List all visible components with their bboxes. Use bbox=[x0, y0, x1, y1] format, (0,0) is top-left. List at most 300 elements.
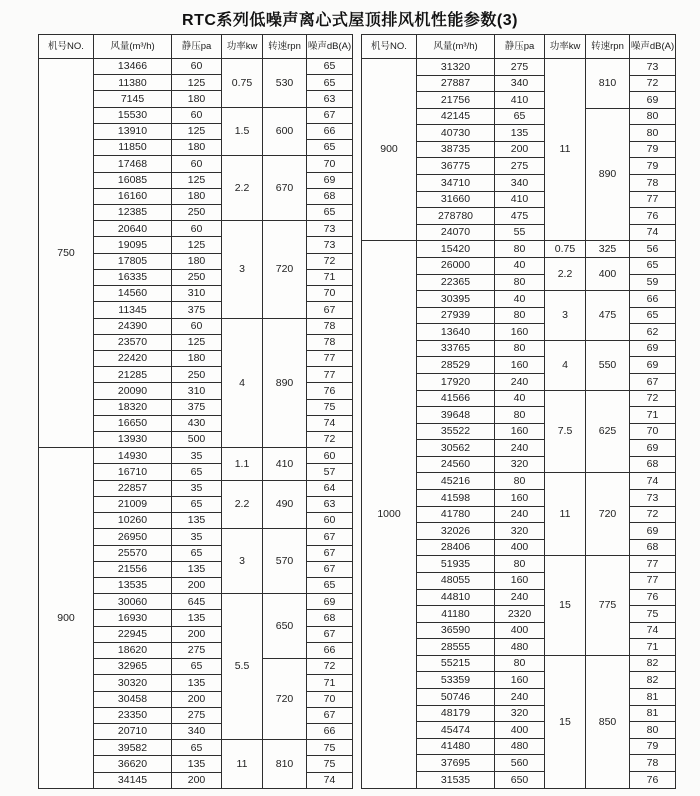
noise-cell: 77 bbox=[307, 367, 353, 383]
noise-cell: 72 bbox=[307, 253, 353, 269]
flow-cell: 32965 bbox=[94, 659, 172, 675]
power-cell: 1.5 bbox=[222, 107, 263, 156]
table-row bbox=[362, 59, 676, 76]
column-header-2: 静压pa bbox=[495, 35, 545, 59]
machine-no-cell: 900 bbox=[362, 59, 417, 241]
flow-cell: 23350 bbox=[94, 707, 172, 723]
noise-cell: 75 bbox=[307, 399, 353, 415]
pressure-cell: 125 bbox=[172, 237, 222, 253]
flow-cell: 39582 bbox=[94, 740, 172, 756]
flow-cell: 21556 bbox=[94, 561, 172, 577]
flow-cell: 16650 bbox=[94, 415, 172, 431]
pressure-cell: 160 bbox=[495, 572, 545, 589]
noise-cell: 75 bbox=[307, 756, 353, 772]
noise-cell: 77 bbox=[630, 556, 676, 573]
noise-cell: 82 bbox=[630, 655, 676, 672]
noise-cell: 72 bbox=[630, 75, 676, 92]
flow-cell: 30395 bbox=[417, 291, 495, 308]
power-cell: 1.1 bbox=[222, 448, 263, 480]
pressure-cell: 135 bbox=[172, 513, 222, 529]
flow-cell: 30060 bbox=[94, 594, 172, 610]
pressure-cell: 480 bbox=[495, 738, 545, 755]
power-cell: 3 bbox=[545, 291, 586, 341]
noise-cell: 82 bbox=[630, 672, 676, 689]
flow-cell: 22945 bbox=[94, 626, 172, 642]
pressure-cell: 475 bbox=[495, 208, 545, 225]
noise-cell: 74 bbox=[630, 622, 676, 639]
pressure-cell: 180 bbox=[172, 350, 222, 366]
noise-cell: 69 bbox=[307, 594, 353, 610]
speed-cell: 475 bbox=[586, 291, 630, 341]
flow-cell: 27887 bbox=[417, 75, 495, 92]
flow-cell: 32026 bbox=[417, 523, 495, 540]
pressure-cell: 135 bbox=[172, 675, 222, 691]
noise-cell: 67 bbox=[307, 561, 353, 577]
pressure-cell: 410 bbox=[495, 191, 545, 208]
power-cell: 0.75 bbox=[222, 59, 263, 108]
flow-cell: 25570 bbox=[94, 545, 172, 561]
power-cell: 2.2 bbox=[545, 257, 586, 290]
pressure-cell: 310 bbox=[172, 383, 222, 399]
flow-cell: 22857 bbox=[94, 480, 172, 496]
pressure-cell: 60 bbox=[172, 221, 222, 237]
pressure-cell: 400 bbox=[495, 622, 545, 639]
flow-cell: 26950 bbox=[94, 529, 172, 545]
power-cell: 2.2 bbox=[222, 480, 263, 529]
noise-cell: 73 bbox=[307, 237, 353, 253]
noise-cell: 69 bbox=[630, 92, 676, 109]
pressure-cell: 160 bbox=[495, 423, 545, 440]
machine-no-cell: 900 bbox=[39, 448, 94, 789]
flow-cell: 16335 bbox=[94, 269, 172, 285]
pressure-cell: 240 bbox=[495, 440, 545, 457]
noise-cell: 77 bbox=[630, 572, 676, 589]
flow-cell: 36590 bbox=[417, 622, 495, 639]
pressure-cell: 240 bbox=[495, 589, 545, 606]
pressure-cell: 560 bbox=[495, 755, 545, 772]
noise-cell: 67 bbox=[307, 707, 353, 723]
flow-cell: 17468 bbox=[94, 156, 172, 172]
pressure-cell: 250 bbox=[172, 367, 222, 383]
noise-cell: 68 bbox=[307, 188, 353, 204]
flow-cell: 22420 bbox=[94, 350, 172, 366]
pressure-cell: 645 bbox=[172, 594, 222, 610]
noise-cell: 69 bbox=[630, 523, 676, 540]
flow-cell: 48055 bbox=[417, 572, 495, 589]
speed-cell: 720 bbox=[586, 473, 630, 556]
pressure-cell: 125 bbox=[172, 75, 222, 91]
power-cell: 15 bbox=[545, 556, 586, 655]
noise-cell: 78 bbox=[630, 755, 676, 772]
noise-cell: 73 bbox=[630, 490, 676, 507]
flow-cell: 45216 bbox=[417, 473, 495, 490]
flow-cell: 20640 bbox=[94, 221, 172, 237]
flow-cell: 20710 bbox=[94, 723, 172, 739]
pressure-cell: 135 bbox=[172, 610, 222, 626]
flow-cell: 31660 bbox=[417, 191, 495, 208]
power-cell: 15 bbox=[545, 655, 586, 788]
flow-cell: 28555 bbox=[417, 639, 495, 656]
noise-cell: 64 bbox=[307, 480, 353, 496]
pressure-cell: 40 bbox=[495, 257, 545, 274]
noise-cell: 66 bbox=[307, 642, 353, 658]
noise-cell: 65 bbox=[630, 307, 676, 324]
flow-cell: 14560 bbox=[94, 286, 172, 302]
flow-cell: 21756 bbox=[417, 92, 495, 109]
pressure-cell: 60 bbox=[172, 156, 222, 172]
speed-cell: 650 bbox=[263, 594, 307, 659]
pressure-cell: 240 bbox=[495, 373, 545, 390]
pressure-cell: 400 bbox=[495, 722, 545, 739]
pressure-cell: 200 bbox=[172, 772, 222, 788]
pressure-cell: 200 bbox=[172, 626, 222, 642]
flow-cell: 22365 bbox=[417, 274, 495, 291]
flow-cell: 14930 bbox=[94, 448, 172, 464]
tables-container bbox=[38, 34, 676, 789]
flow-cell: 18320 bbox=[94, 399, 172, 415]
flow-cell: 41480 bbox=[417, 738, 495, 755]
flow-cell: 33765 bbox=[417, 340, 495, 357]
flow-cell: 41566 bbox=[417, 390, 495, 407]
speed-cell: 890 bbox=[586, 108, 630, 241]
flow-cell: 27939 bbox=[417, 307, 495, 324]
pressure-cell: 240 bbox=[495, 688, 545, 705]
pressure-cell: 35 bbox=[172, 448, 222, 464]
noise-cell: 78 bbox=[307, 318, 353, 334]
flow-cell: 13640 bbox=[417, 324, 495, 341]
pressure-cell: 65 bbox=[172, 740, 222, 756]
noise-cell: 80 bbox=[630, 108, 676, 125]
flow-cell: 18620 bbox=[94, 642, 172, 658]
pressure-cell: 65 bbox=[495, 108, 545, 125]
noise-cell: 73 bbox=[630, 59, 676, 76]
pressure-cell: 250 bbox=[172, 204, 222, 220]
speed-cell: 810 bbox=[263, 740, 307, 789]
pressure-cell: 275 bbox=[172, 707, 222, 723]
flow-cell: 278780 bbox=[417, 208, 495, 225]
noise-cell: 76 bbox=[630, 208, 676, 225]
pressure-cell: 200 bbox=[495, 141, 545, 158]
noise-cell: 71 bbox=[630, 407, 676, 424]
power-cell: 11 bbox=[545, 59, 586, 241]
flow-cell: 48179 bbox=[417, 705, 495, 722]
noise-cell: 66 bbox=[307, 123, 353, 139]
pressure-cell: 410 bbox=[495, 92, 545, 109]
pressure-cell: 340 bbox=[495, 175, 545, 192]
noise-cell: 76 bbox=[630, 771, 676, 788]
noise-cell: 71 bbox=[307, 269, 353, 285]
flow-cell: 21285 bbox=[94, 367, 172, 383]
speed-cell: 400 bbox=[586, 257, 630, 290]
noise-cell: 72 bbox=[630, 506, 676, 523]
column-header-1: 风量(m³/h) bbox=[94, 35, 172, 59]
column-header-0: 机号NO. bbox=[39, 35, 94, 59]
flow-cell: 34710 bbox=[417, 175, 495, 192]
noise-cell: 75 bbox=[307, 740, 353, 756]
pressure-cell: 80 bbox=[495, 407, 545, 424]
noise-cell: 56 bbox=[630, 241, 676, 258]
noise-cell: 80 bbox=[630, 125, 676, 142]
pressure-cell: 40 bbox=[495, 390, 545, 407]
noise-cell: 65 bbox=[307, 75, 353, 91]
pressure-cell: 160 bbox=[495, 357, 545, 374]
flow-cell: 21009 bbox=[94, 496, 172, 512]
flow-cell: 37695 bbox=[417, 755, 495, 772]
flow-cell: 28406 bbox=[417, 539, 495, 556]
noise-cell: 59 bbox=[630, 274, 676, 291]
flow-cell: 13930 bbox=[94, 432, 172, 448]
noise-cell: 69 bbox=[630, 440, 676, 457]
pressure-cell: 80 bbox=[495, 655, 545, 672]
table-row bbox=[39, 59, 353, 75]
speed-cell: 720 bbox=[263, 659, 307, 740]
noise-cell: 67 bbox=[630, 373, 676, 390]
flow-cell: 24560 bbox=[417, 456, 495, 473]
table-row bbox=[362, 241, 676, 258]
speed-cell: 850 bbox=[586, 655, 630, 788]
flow-cell: 38735 bbox=[417, 141, 495, 158]
power-cell: 3 bbox=[222, 529, 263, 594]
pressure-cell: 320 bbox=[495, 523, 545, 540]
pressure-cell: 480 bbox=[495, 639, 545, 656]
pressure-cell: 375 bbox=[172, 302, 222, 318]
pressure-cell: 180 bbox=[172, 188, 222, 204]
noise-cell: 76 bbox=[630, 589, 676, 606]
pressure-cell: 80 bbox=[495, 556, 545, 573]
flow-cell: 45474 bbox=[417, 722, 495, 739]
pressure-cell: 650 bbox=[495, 771, 545, 788]
pressure-cell: 80 bbox=[495, 340, 545, 357]
noise-cell: 62 bbox=[630, 324, 676, 341]
pressure-cell: 65 bbox=[172, 496, 222, 512]
column-header-5: 噪声dB(A) bbox=[307, 35, 353, 59]
flow-cell: 26000 bbox=[417, 257, 495, 274]
noise-cell: 65 bbox=[307, 204, 353, 220]
machine-no-cell: 1000 bbox=[362, 241, 417, 788]
pressure-cell: 35 bbox=[172, 529, 222, 545]
noise-cell: 72 bbox=[307, 432, 353, 448]
flow-cell: 15420 bbox=[417, 241, 495, 258]
pressure-cell: 125 bbox=[172, 334, 222, 350]
noise-cell: 78 bbox=[307, 334, 353, 350]
speed-cell: 720 bbox=[263, 221, 307, 318]
pressure-cell: 310 bbox=[172, 286, 222, 302]
table-row bbox=[39, 448, 353, 464]
noise-cell: 74 bbox=[630, 224, 676, 241]
speed-cell: 775 bbox=[586, 556, 630, 655]
noise-cell: 79 bbox=[630, 158, 676, 175]
noise-cell: 65 bbox=[307, 59, 353, 75]
noise-cell: 68 bbox=[630, 456, 676, 473]
noise-cell: 69 bbox=[630, 357, 676, 374]
flow-cell: 41598 bbox=[417, 490, 495, 507]
flow-cell: 55215 bbox=[417, 655, 495, 672]
speed-cell: 810 bbox=[586, 59, 630, 109]
pressure-cell: 500 bbox=[172, 432, 222, 448]
pressure-cell: 125 bbox=[172, 123, 222, 139]
speed-cell: 530 bbox=[263, 59, 307, 108]
pressure-cell: 200 bbox=[172, 578, 222, 594]
speed-cell: 570 bbox=[263, 529, 307, 594]
flow-cell: 13466 bbox=[94, 59, 172, 75]
flow-cell: 40730 bbox=[417, 125, 495, 142]
pressure-cell: 135 bbox=[172, 561, 222, 577]
pressure-cell: 160 bbox=[495, 490, 545, 507]
pressure-cell: 80 bbox=[495, 307, 545, 324]
noise-cell: 74 bbox=[630, 473, 676, 490]
column-header-4: 转速rpn bbox=[263, 35, 307, 59]
noise-cell: 72 bbox=[307, 659, 353, 675]
flow-cell: 31535 bbox=[417, 771, 495, 788]
flow-cell: 51935 bbox=[417, 556, 495, 573]
speed-cell: 550 bbox=[586, 340, 630, 390]
power-cell: 0.75 bbox=[545, 241, 586, 258]
pressure-cell: 275 bbox=[495, 158, 545, 175]
pressure-cell: 55 bbox=[495, 224, 545, 241]
pressure-cell: 65 bbox=[172, 464, 222, 480]
column-header-5: 噪声dB(A) bbox=[630, 35, 676, 59]
flow-cell: 11850 bbox=[94, 140, 172, 156]
column-header-4: 转速rpn bbox=[586, 35, 630, 59]
noise-cell: 70 bbox=[307, 156, 353, 172]
pressure-cell: 275 bbox=[495, 59, 545, 76]
pressure-cell: 135 bbox=[495, 125, 545, 142]
pressure-cell: 250 bbox=[172, 269, 222, 285]
noise-cell: 77 bbox=[630, 191, 676, 208]
speed-cell: 600 bbox=[263, 107, 307, 156]
noise-cell: 70 bbox=[307, 691, 353, 707]
flow-cell: 30320 bbox=[94, 675, 172, 691]
noise-cell: 63 bbox=[307, 91, 353, 107]
pressure-cell: 180 bbox=[172, 91, 222, 107]
pressure-cell: 200 bbox=[172, 691, 222, 707]
flow-cell: 53359 bbox=[417, 672, 495, 689]
flow-cell: 31320 bbox=[417, 59, 495, 76]
power-cell: 11 bbox=[545, 473, 586, 556]
noise-cell: 77 bbox=[307, 350, 353, 366]
flow-cell: 16930 bbox=[94, 610, 172, 626]
pressure-cell: 375 bbox=[172, 399, 222, 415]
flow-cell: 41180 bbox=[417, 606, 495, 623]
flow-cell: 23570 bbox=[94, 334, 172, 350]
speed-cell: 670 bbox=[263, 156, 307, 221]
speed-cell: 625 bbox=[586, 390, 630, 473]
noise-cell: 67 bbox=[307, 529, 353, 545]
noise-cell: 66 bbox=[630, 291, 676, 308]
perf-table-right bbox=[361, 34, 676, 789]
column-header-0: 机号NO. bbox=[362, 35, 417, 59]
noise-cell: 79 bbox=[630, 141, 676, 158]
noise-cell: 69 bbox=[630, 340, 676, 357]
page-title: RTC系列低噪声离心式屋顶排风机性能参数(3) bbox=[182, 12, 518, 29]
noise-cell: 60 bbox=[307, 513, 353, 529]
noise-cell: 74 bbox=[307, 772, 353, 788]
pressure-cell: 400 bbox=[495, 539, 545, 556]
noise-cell: 71 bbox=[630, 639, 676, 656]
power-cell: 4 bbox=[222, 318, 263, 448]
flow-cell: 15530 bbox=[94, 107, 172, 123]
speed-cell: 890 bbox=[263, 318, 307, 448]
machine-no-cell: 750 bbox=[39, 59, 94, 448]
noise-cell: 71 bbox=[307, 675, 353, 691]
noise-cell: 80 bbox=[630, 722, 676, 739]
pressure-cell: 240 bbox=[495, 506, 545, 523]
noise-cell: 63 bbox=[307, 496, 353, 512]
power-cell: 4 bbox=[545, 340, 586, 390]
column-header-3: 功率kw bbox=[222, 35, 263, 59]
flow-cell: 16160 bbox=[94, 188, 172, 204]
noise-cell: 68 bbox=[630, 539, 676, 556]
noise-cell: 67 bbox=[307, 545, 353, 561]
noise-cell: 67 bbox=[307, 302, 353, 318]
flow-cell: 42145 bbox=[417, 108, 495, 125]
speed-cell: 325 bbox=[586, 241, 630, 258]
flow-cell: 28529 bbox=[417, 357, 495, 374]
pressure-cell: 340 bbox=[495, 75, 545, 92]
header-row bbox=[362, 35, 676, 59]
flow-cell: 34145 bbox=[94, 772, 172, 788]
flow-cell: 36775 bbox=[417, 158, 495, 175]
noise-cell: 65 bbox=[630, 257, 676, 274]
power-cell: 11 bbox=[222, 740, 263, 789]
pressure-cell: 80 bbox=[495, 241, 545, 258]
noise-cell: 66 bbox=[307, 723, 353, 739]
flow-cell: 41780 bbox=[417, 506, 495, 523]
pressure-cell: 65 bbox=[172, 545, 222, 561]
flow-cell: 11380 bbox=[94, 75, 172, 91]
power-cell: 5.5 bbox=[222, 594, 263, 740]
flow-cell: 30458 bbox=[94, 691, 172, 707]
noise-cell: 60 bbox=[307, 448, 353, 464]
noise-cell: 81 bbox=[630, 688, 676, 705]
flow-cell: 24390 bbox=[94, 318, 172, 334]
column-header-2: 静压pa bbox=[172, 35, 222, 59]
power-cell: 7.5 bbox=[545, 390, 586, 473]
power-cell: 2.2 bbox=[222, 156, 263, 221]
flow-cell: 24070 bbox=[417, 224, 495, 241]
power-cell: 3 bbox=[222, 221, 263, 318]
flow-cell: 16085 bbox=[94, 172, 172, 188]
pressure-cell: 2320 bbox=[495, 606, 545, 623]
column-header-3: 功率kw bbox=[545, 35, 586, 59]
flow-cell: 17805 bbox=[94, 253, 172, 269]
pressure-cell: 65 bbox=[172, 659, 222, 675]
pressure-cell: 160 bbox=[495, 672, 545, 689]
noise-cell: 70 bbox=[630, 423, 676, 440]
flow-cell: 16710 bbox=[94, 464, 172, 480]
noise-cell: 57 bbox=[307, 464, 353, 480]
flow-cell: 7145 bbox=[94, 91, 172, 107]
flow-cell: 44810 bbox=[417, 589, 495, 606]
noise-cell: 69 bbox=[307, 172, 353, 188]
flow-cell: 50746 bbox=[417, 688, 495, 705]
pressure-cell: 275 bbox=[172, 642, 222, 658]
noise-cell: 70 bbox=[307, 286, 353, 302]
noise-cell: 76 bbox=[307, 383, 353, 399]
speed-cell: 490 bbox=[263, 480, 307, 529]
pressure-cell: 320 bbox=[495, 456, 545, 473]
pressure-cell: 135 bbox=[172, 756, 222, 772]
pressure-cell: 60 bbox=[172, 59, 222, 75]
flow-cell: 13535 bbox=[94, 578, 172, 594]
pressure-cell: 60 bbox=[172, 318, 222, 334]
pressure-cell: 180 bbox=[172, 140, 222, 156]
flow-cell: 35522 bbox=[417, 423, 495, 440]
flow-cell: 10260 bbox=[94, 513, 172, 529]
flow-cell: 19095 bbox=[94, 237, 172, 253]
perf-table-left bbox=[38, 34, 353, 789]
noise-cell: 68 bbox=[307, 610, 353, 626]
